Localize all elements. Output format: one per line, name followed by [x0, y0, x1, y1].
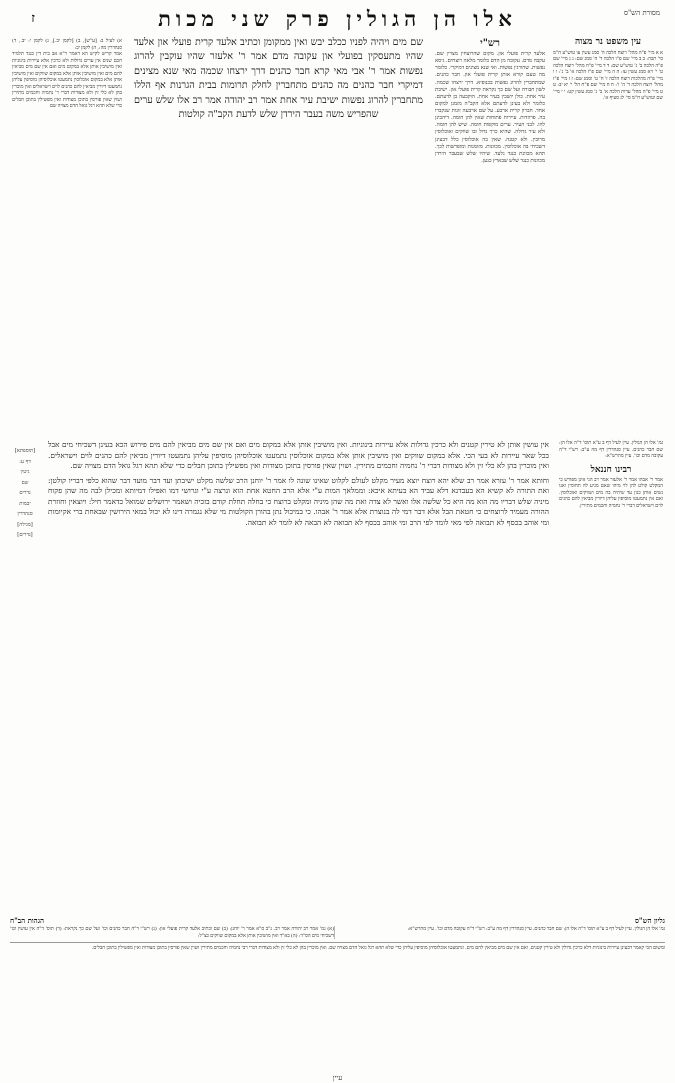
rabbenu-chananel-title: רבינו חננאל	[590, 464, 632, 475]
side-ref-4: נדרים	[19, 490, 31, 497]
gemara-continued-right: אמר קריש לקיש הא דאמר ר"א אב בית דין כנגד תלמיד חכם שנים אין ערים גדולות ולא כרכין אלא עיירות בינוניות ואין מושיבין אותן אלא במקום מים ואם אין שם מים מביאין להם מים ואין מושיבין אותן אלא במקום שווקים ואין מושיבין אותן אלא במקום אוכלוסין נתמעטו אוכלוסיהן מוסיפין עליהן נתמעטו דיורין מביאין להם כהנים לוים וישראלים ואין מוכרין בהן לא כלי זין ולא מצודות דברי ר' נחמיה וחכמים מתירין ושוין שאין פורסין בתוכן מצודות ואין מפשילין בתוכן חבלים כדי שלא תהא רגל גואל הדם מצויה שם	[12, 51, 122, 109]
rabbenu-chananel-text: אמר ר' אבהו אמר ר' אלעזר אמר רב הני אינן מפורש כי המקלט קולט להן לוי מיהו שאם מגיע לה תחומין ואנו נשים אותן כגון עד שיהיה בה מים ושווקים ואוכלוסין. ואם אין נתמעטו מוסיפין עליהן דיורין מביאין להם כהנים לוים וישראלים דברי ר' נחמיה וחכמים מתירין.	[559, 476, 663, 509]
hagahot-habach-col	[10, 926, 335, 939]
masoret-column	[8, 36, 126, 440]
hagahot-habach-text: (א) גמ' אמר רב יהודה אמר רב. נ"ב ס"א אמר ר' יוחנן: (ב) שם וכתיב אלעד קרית פועלי און: (ג) רש"י ד"ה חבר כהנים וכו' ועל שם כך נקראת: (ד) תוס' ד"ה אין עושין וכו' דשכיחי מים הס"ד: (ה) בא"ד ואין מושיבין אותן אלא במקום שווקים כצ"ל:	[10, 926, 334, 939]
side-ref-5: יבמות	[19, 500, 31, 507]
page-title: אלו הן הגולין פרק שני מכות	[158, 6, 517, 31]
notes-row	[10, 926, 665, 939]
rashi-text: אלעד קרית פועלי און. מקום שהרוצחין מצויין שם. עקבה מדם. עקובה מן הדם כלומר מלאה רוצחים. גיסא נפשות. שהורגין נפשות. ואי שנא מצינים דמיקרי. כלומר מה טעם קורא אותן קרית פועלי און. חבר כהנים. שמתחברין להרוג נפשות בכנופיא. דרך ירצחו שכמה. לשון חבורה ועל שם כך נקראת קרית פועלי און. ישיבת עיר אחת. כולן יושבין בעיר אחת. הוקבעה בן לדעתם. כלומר ולא בעינן לדעתם אלא הקב"ה מזמנן למקום אחד. חברון קרית ארבע. על שם ארבעה זוגות שנקברו בה. פרוזדות. עיירות פתוחות שאין להן חומה. דיהבינן להו. לבני העיר. ערים מוקפות חומה. שיש להן חומה. ולא עיר גדולה. שהיא כרך גדול ובו שווקים ואוכלוסין מרובין. ולא קטנה. שאין בה אוכלוסין כלל דבעינן דשכיחי בה אוכלוסין. מכוונות. מזומנות ומופרשות לכך. תהא מכוונת כנגד גלעד. שיהיו שלש שבעבר הירדן מכוונות כנגד שלש שבארץ כנען.	[435, 51, 545, 164]
gemara-text: שם מים ויהיה לפניו ככלב יבש ואין ממקומן וכתיב אלעד קרית פועלי און אלעד שהיו מתעסקין בפועלי און עקובה מדם אמר ר' אלעזר שהיו עוקבין להרוג נפשות אמר ר' אבי מאי קרא חבר כהנים דרך ירצחו שכמה מאי שנא מצינים דמיקרי חבר כהנים מה כהנים מתחברין לחלק תרומות בבית הגרנות אף הללו מתחברין להרוג נפשות ישיבת עיר אחת אמר רב יהודה אמר רב אלו שלש ערים שהפריש משה בעבר הירדן שלש לדעת הקב"ה קולטות	[134, 37, 423, 120]
masoret-title: מסורת הש"ס	[623, 9, 661, 17]
bottom-notes	[0, 916, 675, 1069]
gilyon-hashas-heading: גליון הש"ס	[634, 916, 665, 925]
side-ref-0: [תוספתא]	[14, 448, 36, 454]
masoret-hashas-label	[619, 6, 665, 18]
page-title-wrap	[56, 6, 619, 32]
gilyon-side-text: גמ' אלו הן הגולין. עיין לעיל דף ב ע"א תוס' ד"ה אלו הן: שם חבר כהנים. עיין סנהדרין דף מה ע"ב: רש"י ד"ה עקובה מדם וכו'. עיין מהרש"א:	[559, 440, 663, 459]
side-ref-1: דף ע:	[19, 458, 31, 465]
page-header	[0, 6, 675, 40]
ein-mishpat-text: א א מיי' פ"ה מהל' רוצח הלכה ה' סמג עשין עו טוש"ע ח"מ סי' תכה: ב ב מיי' שם פ"ו הלכה ד' ה' סמג שם: ג ג מיי' שם פ"ה הלכה ב' ג' טוש"ע שם: ד ד מיי' פ"ח מהל' רוצח הלכה ט' י' ויא סמג עשין עז: ה ה מיי' שם פ"ז הלכה א' ב' ג': ו ו מיי' פ"ה מהלכות רוצח הלכה ז' ח' ט' וסמג שם: ז ז מיי' פ"ז מהל' רוצח הלכה ד' ה' ו': ח ח מיי' שם פ"ח הל' י' יא יב: ט ט מיי' פ"ה מהל' עדות הלכה א' ב' ג' סמג עשין קט: י י מיי' שם וטוש"ע ח"מ סי' לג סעיף א'.	[553, 49, 663, 102]
side-ref-8: [נדרים]	[17, 532, 33, 539]
rashi-title: רש"י	[480, 38, 500, 49]
side-references	[8, 440, 42, 916]
tosafot-body	[42, 440, 555, 916]
tosafot-text: אין עושין אותן לא טירין קטנים ולא כרכין גדולות אלא עיירות בינוניות. ואין מושיבין אותן אלא במקום מים ואם אין שם מים מביאין להם מים פירוש הכא בעינן דשכיחי מים אבל בכל שאר עיירות לא בעי הכי. אלא במקום שווקים ואין מושיבין אותן אלא במקום אוכלוסין נתמעטו אוכלוסיהן מוסיפין עליהן נתמעטו דיורין מביאין להם כהנים לוים וישראלים. ואין מוכרין בהן לא כלי זין ולא מצודות דברי ר' נחמיה וחכמים מתירין. ושוין שאין פורסין בתוכן מצודות ואין מפשילין בתוכן חבלים כדי שלא תהא רגל גואל הדם מצויה שם.	[48, 440, 549, 471]
notes-headings	[10, 916, 665, 925]
gemara-column	[126, 36, 431, 440]
side-ref-7: [מגילה]	[17, 521, 33, 528]
rabbenu-chananel-column	[555, 440, 667, 916]
tosafot-text-second: וחותא אמר ר' עזרא אמר רב שלא יהא רוצח יוצא מעיר מקלט לעולם לקלוט שאינו שונה לו אמר ר' יוחנן הרב שלשה מקלט ישיבתן ועד דבר מועד דבר שהוא כלפי דבריו קולטן: ואת התורה לא קשיא הא בעבדנא דלא עביד הא בעיתא איכא: וממלאך המות ע"י אלא הרב החטא אחת הוא ונרצה ע"י וגרושי דמו ואפילו דמיותא ומכילן לבה מה שהן פקוח מיניה שלש דבריו מה הוא מה היא כל שלשה אלו ואשר לא צדה ואת מה שהן מיניה ומקלט ברוצח כי בחלה תחלת קודם בזכיה ושאמר ירושלים שמואל כדאמר חיל: ויוצאין וחוזרת ההורה מעמיד לרוצחים כי חטאת הבל אלא דבר דמי לה בנוצרת אלא אמר ר' אבהו. כי במיכול נתן בהורן הקולטות מי שלא נגמרה דינו לא יכול במאי הירושין שבאחת ברי אקיומות ומי אוהב בכסף לא תבואה לפי מאי לומד לפי הרב ומי אוהב בכסף לא תבואה לא הבאה לא לומד לא תבואה.	[48, 475, 549, 527]
top-columns	[0, 36, 675, 440]
hagahot-habach-heading: הגהות הב"ח	[10, 916, 45, 925]
side-ref-3: שם	[21, 479, 29, 486]
notes-divider	[10, 942, 665, 943]
tosafot-zone	[0, 440, 675, 916]
daf-number: ז	[31, 11, 35, 26]
rashi-column	[431, 36, 549, 440]
footer-mark: עיין	[332, 1074, 343, 1082]
gilyon-hashas-text: גמ' אלו הן הגולין. עיין לעיל דף ב ע"א תוס' ד"ה אלו הן: שם חבר כהנים. עיין סנהדרין דף מה ע"ב: רש"י ד"ה עקובה מדם וכו'. עיין מהרש"א:	[407, 926, 665, 932]
footnote-wide-text: ומשום הכי קאמר דבעינן עיירות בינוניות דלא כרכין גדולין ולא טירין קטנים. ואם אין שם מים מביאין להם מים. ונתמעטו אוכלוסיהן מוסיפין עליהן כדי שלא תהא רגל גואל הדם מצויה שם. ואין מוכרין בהן לא כלי זין ולא מצודות דברי רבי נחמיה וחכמים מתירין ושוין שאין פורסין בתוכן מצודות ואין מפשילין בתוכן חבלים.	[91, 945, 665, 951]
ein-mishpat-column	[549, 36, 667, 440]
side-ref-2: גיטין	[20, 469, 30, 476]
masoret-hashas-text: א) לעיל ב: [ע"ש], ב) [לקמן יב.], ג) לקמן י: יב., ד) סנהדרין מה:, ה) לקמן יב:	[12, 38, 122, 51]
gilyon-hashas-col	[341, 926, 665, 939]
ein-mishpat-title: עין משפט נר מצוה	[574, 37, 642, 47]
side-ref-6: סנהדרין	[17, 511, 33, 518]
